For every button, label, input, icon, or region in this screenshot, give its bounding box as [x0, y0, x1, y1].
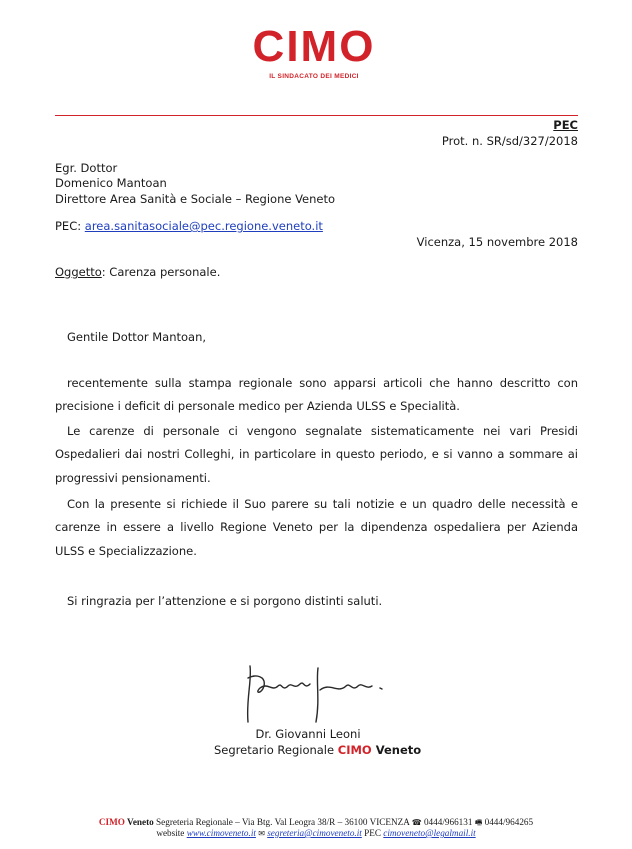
header-divider	[55, 115, 578, 116]
logo-tagline: IL SINDACATO DEI MEDICI	[269, 73, 359, 80]
footer-line-2	[40, 828, 592, 839]
subject-line	[55, 265, 220, 280]
role-suffix: Veneto	[371, 743, 422, 757]
email-icon: ✉	[258, 829, 265, 838]
pec-email-link[interactable]: area.sanitasociale@pec.regione.veneto.it	[84, 219, 323, 233]
signatory-role	[214, 743, 422, 758]
footer-address: Segreteria Regionale – Via Btg. Val Leogra 38/R – 36100 VICENZA	[153, 817, 412, 827]
body-paragraph-3: Con la presente si richiede il Suo parere su tali notizie e un quadro delle necessità e carenze in essere a livello Regione Veneto per la dipendenza ospedaliera per Azienda ULSS e Specializzazione.	[55, 497, 578, 558]
footer-line-1	[40, 817, 592, 828]
recipient-pec	[55, 219, 323, 234]
footer-brand-suffix: Veneto	[124, 817, 154, 827]
body-paragraph-1: recentemente sulla stampa regionale sono apparsi articoli che hanno descritto con precisione i deficit di personale medico per Azienda ULSS e Specialità.	[55, 376, 578, 414]
role-brand: CIMO	[337, 743, 372, 757]
subject-text: : Carenza personale.	[101, 265, 221, 279]
handwritten-signature	[238, 660, 388, 726]
footer-fax: 0444/964265	[482, 817, 534, 827]
footer-email-link[interactable]: segreteria@cimoveneto.it	[267, 828, 362, 838]
pec-label: PEC:	[55, 219, 82, 233]
pec-header: PEC	[553, 118, 578, 132]
closing: Si ringrazia per l’attenzione e si porgono distinti saluti.	[67, 594, 383, 608]
footer-pec-link[interactable]: cimoveneto@legalmail.it	[383, 828, 476, 838]
cimo-logo	[228, 22, 400, 88]
letter-footer	[40, 817, 592, 839]
protocol-number: Prot. n. SR/sd/327/2018	[441, 134, 578, 148]
recipient-title: Direttore Area Sanità e Sociale – Regione Veneto	[55, 192, 336, 206]
website-label: website	[156, 828, 187, 838]
fax-icon: 🖷	[474, 818, 483, 827]
signatory-name: Dr. Giovanni Leoni	[255, 727, 361, 741]
body-paragraph-2: Le carenze di personale ci vengono segnalate sistematicamente nei vari Presidi Ospedalieri dai nostri Colleghi, in particolare in questo periodo, e si vanno a sommare ai progressivi pensionamenti.	[55, 424, 578, 485]
subject-label: Oggetto	[55, 265, 102, 279]
footer-phone: 0444/966131	[421, 817, 475, 827]
footer-brand: CIMO	[98, 817, 125, 827]
role-prefix: Segretario Regionale	[214, 743, 338, 757]
phone-icon: ☎	[411, 818, 422, 827]
footer-website-link[interactable]: www.cimoveneto.it	[186, 828, 256, 838]
recipient-salutation: Egr. Dottor	[55, 161, 118, 175]
logo-wordmark: CIMO	[252, 22, 376, 71]
footer-pec-label: PEC	[361, 828, 384, 838]
recipient-name: Domenico Mantoan	[55, 176, 167, 190]
greeting: Gentile Dottor Mantoan,	[67, 330, 207, 344]
letter-date: Vicenza, 15 novembre 2018	[416, 235, 578, 249]
